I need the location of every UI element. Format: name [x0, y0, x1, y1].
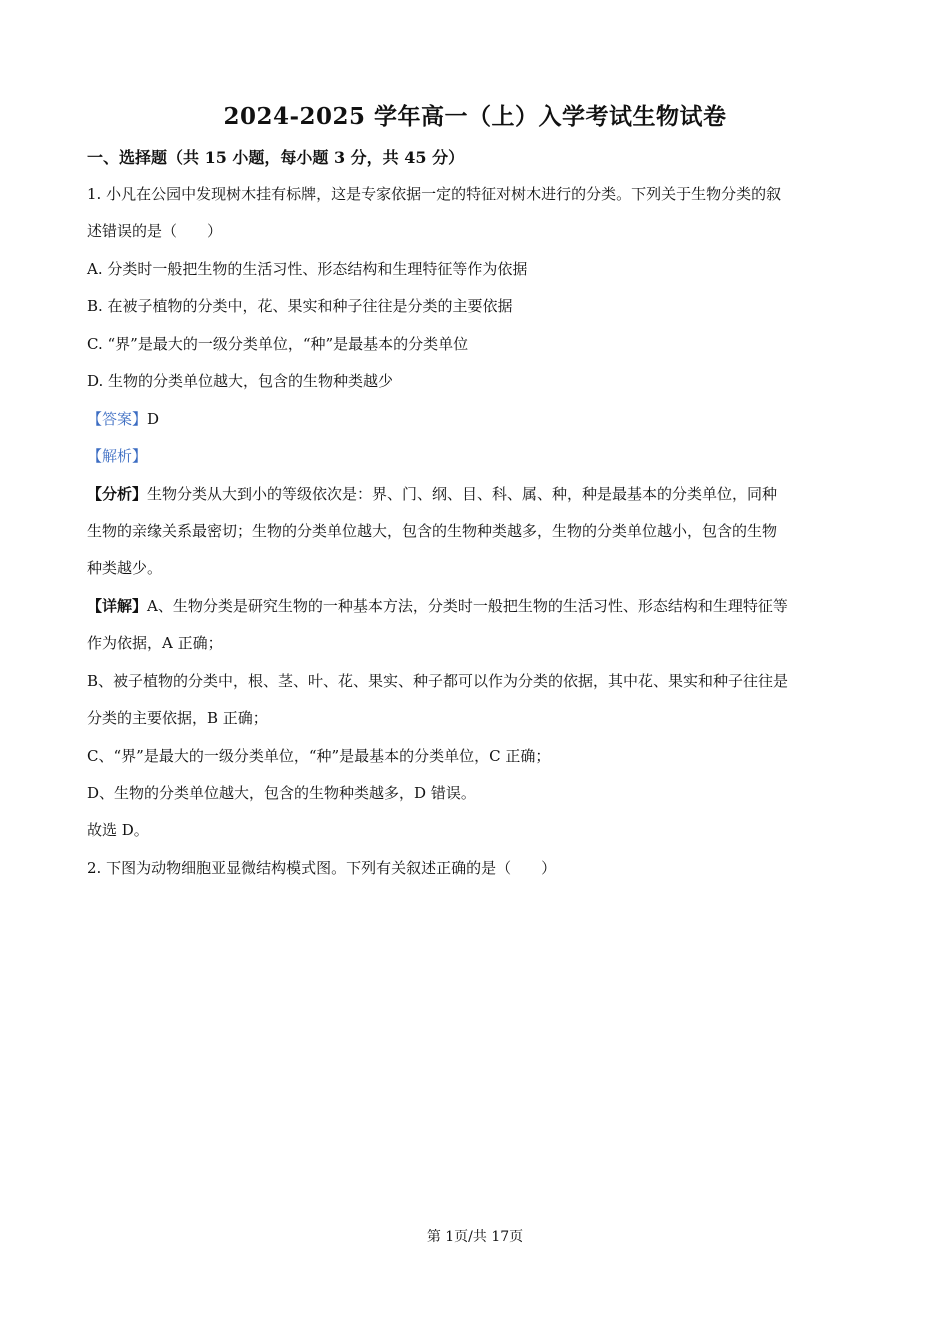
section-heading: 一、选择题（共 15 小题，每小题 3 分，共 45 分） — [87, 148, 465, 167]
q1-answer — [87, 409, 877, 429]
analysis-label: 【解析】 — [87, 447, 148, 465]
xiangjie-line4: 分类的主要依据，B 正确； — [87, 709, 268, 727]
q1-conclusion: 故选 D。 — [87, 821, 149, 839]
q1-option-a: A. 分类时一般把生物的生活习性、形态结构和生理特征等作为依据 — [87, 260, 528, 278]
q1-option-d: D. 生物的分类单位越大，包含的生物种类越少 — [87, 372, 394, 390]
xiangjie-line6: D、生物的分类单位越大，包含的生物种类越多，D 错误。 — [87, 784, 476, 802]
q1-stem-line2: 述错误的是（ ） — [87, 222, 223, 240]
q1-option-c: C. “界”是最大的一级分类单位，“种”是最基本的分类单位 — [87, 335, 469, 353]
fenxi-line3: 种类越少。 — [87, 559, 163, 577]
fenxi-line1 — [87, 484, 877, 504]
fenxi-label: 【分析】 — [87, 485, 148, 503]
q2-stem: 2. 下图为动物细胞亚显微结构模式图。下列有关叙述正确的是（ ） — [87, 859, 557, 877]
xiangjie-label: 【详解】 — [87, 597, 148, 615]
q1-option-b: B. 在被子植物的分类中，花、果实和种子往往是分类的主要依据 — [87, 297, 513, 315]
xiangjie-text1: A、生物分类是研究生物的一种基本方法，分类时一般把生物的生活习性、形态结构和生理特征等 — [147, 597, 788, 615]
xiangjie-line3: B、被子植物的分类中，根、茎、叶、花、果实、种子都可以作为分类的依据，其中花、果实和种子往往是 — [87, 672, 789, 690]
page-title: 2024-2025 学年高一（上）入学考试生物试卷 — [223, 103, 727, 130]
page-footer: 第 1页/共 17页 — [426, 1229, 524, 1245]
answer-value: D — [147, 410, 160, 428]
fenxi-text1: 生物分类从大到小的等级依次是：界、门、纲、目、科、属、种，种是最基本的分类单位，同种 — [147, 485, 778, 503]
answer-label: 【答案】 — [87, 410, 148, 428]
xiangjie-line5: C、“界”是最大的一级分类单位，“种”是最基本的分类单位，C 正确； — [87, 747, 551, 765]
q1-stem-line1: 1. 小凡在公园中发现树木挂有标牌，这是专家依据一定的特征对树木进行的分类。下列关于生物分类的叙 — [87, 185, 782, 203]
xiangjie-line1 — [87, 596, 877, 616]
xiangjie-line2: 作为依据，A 正确； — [87, 634, 223, 652]
fenxi-line2: 生物的亲缘关系最密切；生物的分类单位越大，包含的生物种类越多，生物的分类单位越小，包含的生物 — [87, 522, 778, 540]
